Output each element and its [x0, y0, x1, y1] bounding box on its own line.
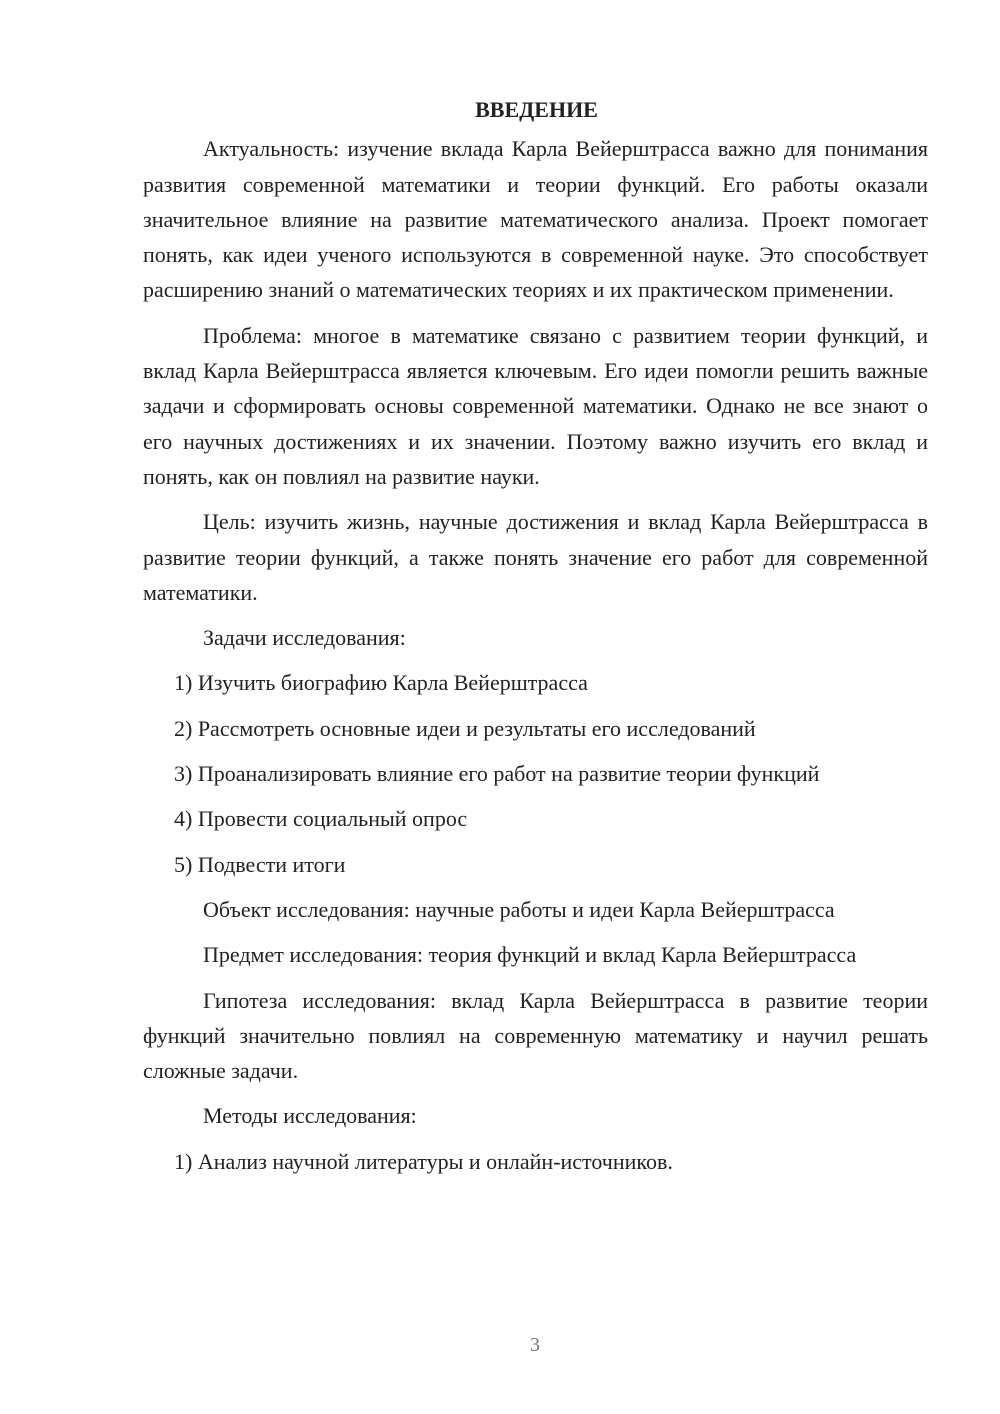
task-item: 1) Изучить биографию Карла Вейерштрасса	[174, 670, 588, 696]
task-item: 2) Рассмотреть основные идеи и результаты его исследований	[174, 715, 756, 741]
problem-paragraph: Проблема: многое в математике связано с развитием теории функций, и вклад Карла Вейерштрасса является ключевым. Его идеи помогли решить важные задачи и сформировать основы современной математики. Однако не все знают о его научных достижениях и их значении. Поэтому важно изучить его вклад и понять, как он повлиял на развитие науки.	[143, 322, 928, 489]
methods-list	[143, 1144, 928, 1179]
task-item: 3) Проанализировать влияние его работ на развитие теории функций	[174, 761, 820, 787]
document-page	[143, 92, 928, 1189]
object-paragraph: Объект исследования: научные работы и идеи Карла Вейерштрасса	[203, 896, 835, 922]
tasks-heading: Задачи исследования:	[203, 625, 406, 651]
page-number: 3	[530, 1334, 540, 1356]
relevance-paragraph: Актуальность: изучение вклада Карла Вейерштрасса важно для понимания развития современной математики и теории функций. Его работы оказали значительное влияние на развитие математического анализа. Проект помогает понять, как идеи ученого используются в современной науке. Это способствует расширению знаний о математических теориях и их практическом применении.	[143, 136, 928, 303]
task-item: 5) Подвести итоги	[174, 851, 346, 877]
task-item: 4) Провести социальный опрос	[174, 806, 468, 832]
methods-heading: Методы исследования:	[203, 1103, 417, 1129]
section-title: ВВЕДЕНИЕ	[475, 97, 598, 122]
method-item: 1) Анализ научной литературы и онлайн-источников.	[174, 1148, 673, 1174]
goal-paragraph: Цель: изучить жизнь, научные достижения и вклад Карла Вейерштрасса в развитие теории функций, а также понять значение его работ для современной математики.	[143, 509, 928, 605]
subject-paragraph: Предмет исследования: теория функций и вклад Карла Вейерштрасса	[203, 942, 857, 968]
tasks-list	[143, 665, 928, 881]
hypothesis-paragraph: Гипотеза исследования: вклад Карла Вейерштрасса в развитие теории функций значительно повлиял на современную математику и научил решать сложные задачи.	[143, 987, 928, 1084]
